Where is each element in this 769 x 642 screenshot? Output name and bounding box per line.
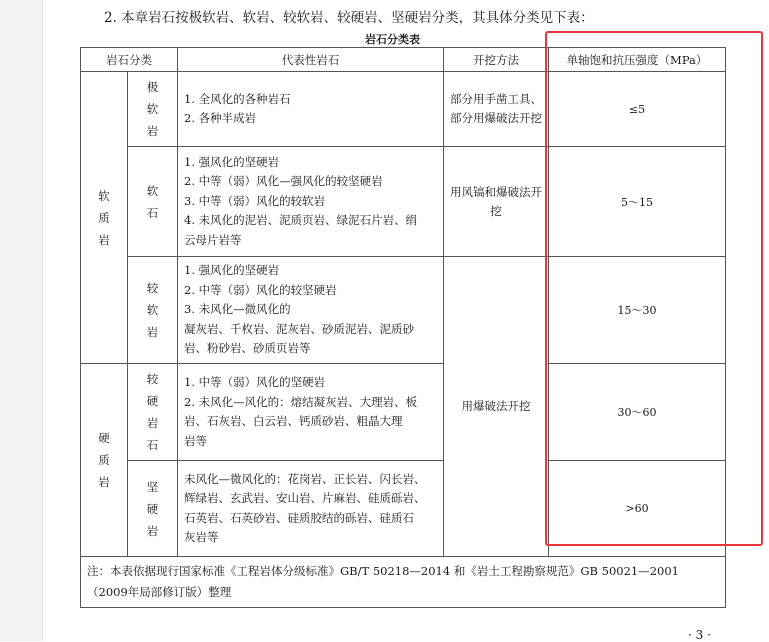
header-strength: 单轴饱和抗压强度（MPa）	[549, 48, 726, 72]
examples-cell: 1. 中等（弱）风化的坚硬岩 2. 未风化—风化的：熔结凝灰岩、大理岩、板 岩、石灰岩、白云岩、钙质砂岩、粗晶大理 岩等	[178, 364, 444, 461]
left-margin-edge	[42, 0, 43, 641]
header-method: 开挖方法	[444, 48, 549, 72]
subclass-cell: 软石	[128, 147, 178, 257]
strength-cell: ≤5	[549, 72, 726, 147]
header-examples: 代表性岩石	[178, 48, 444, 72]
group-soft-rock: 软质岩	[81, 72, 128, 364]
group-hard-rock: 硬质岩	[81, 364, 128, 557]
subclass-cell: 坚硬岩	[128, 461, 178, 557]
strength-cell: >60	[549, 461, 726, 557]
method-cell: 部分用手凿工具、部分用爆破法开挖	[444, 72, 549, 147]
strength-cell: 15～30	[549, 257, 726, 364]
table-caption: 岩石分类表	[365, 33, 420, 46]
subclass-cell: 较硬岩石	[128, 364, 178, 461]
examples-cell: 未风化—微风化的：花岗岩、正长岩、闪长岩、 辉绿岩、玄武岩、安山岩、片麻岩、硅质砾岩、 石英岩、石英砂岩、硅质胶结的砾岩、硅质石 灰岩等	[178, 461, 444, 557]
subclass-cell: 极软岩	[128, 72, 178, 147]
examples-cell: 1. 全风化的各种岩石 2. 各种半成岩	[178, 72, 444, 147]
strength-cell: 5～15	[549, 147, 726, 257]
method-cell: 用风镐和爆破法开挖	[444, 147, 549, 257]
red-highlight-box	[545, 31, 763, 546]
note-row	[81, 557, 726, 608]
method-cell: 用爆破法开挖	[444, 257, 549, 557]
examples-cell: 1. 强风化的坚硬岩 2. 中等（弱）风化的较坚硬岩 3. 未风化—微风化的 凝灰岩、千枚岩、泥灰岩、砂质泥岩、泥质砂 岩、粉砂岩、砂质页岩等	[178, 257, 444, 364]
subclass-cell: 较软岩	[128, 257, 178, 364]
table-note: 注：本表依据现行国家标准《工程岩体分级标准》GB/T 50218—2014 和《岩土工程勘察规范》GB 50021—2001（2009年局部修订版）整理	[81, 557, 726, 608]
intro-paragraph: 2. 本章岩石按极软岩、软岩、较软岩、较硬岩、坚硬岩分类，其具体分类见下表：	[104, 10, 594, 26]
header-category: 岩石分类	[81, 48, 178, 72]
page-number: · 3 ·	[688, 628, 711, 642]
examples-cell: 1. 强风化的坚硬岩 2. 中等（弱）风化—强风化的较坚硬岩 3. 中等（弱）风化的较软岩 4. 未风化的泥岩、泥质页岩、绿泥石片岩、绢 云母片岩等	[178, 147, 444, 257]
left-margin-strip	[0, 0, 42, 641]
strength-cell: 30～60	[549, 364, 726, 461]
